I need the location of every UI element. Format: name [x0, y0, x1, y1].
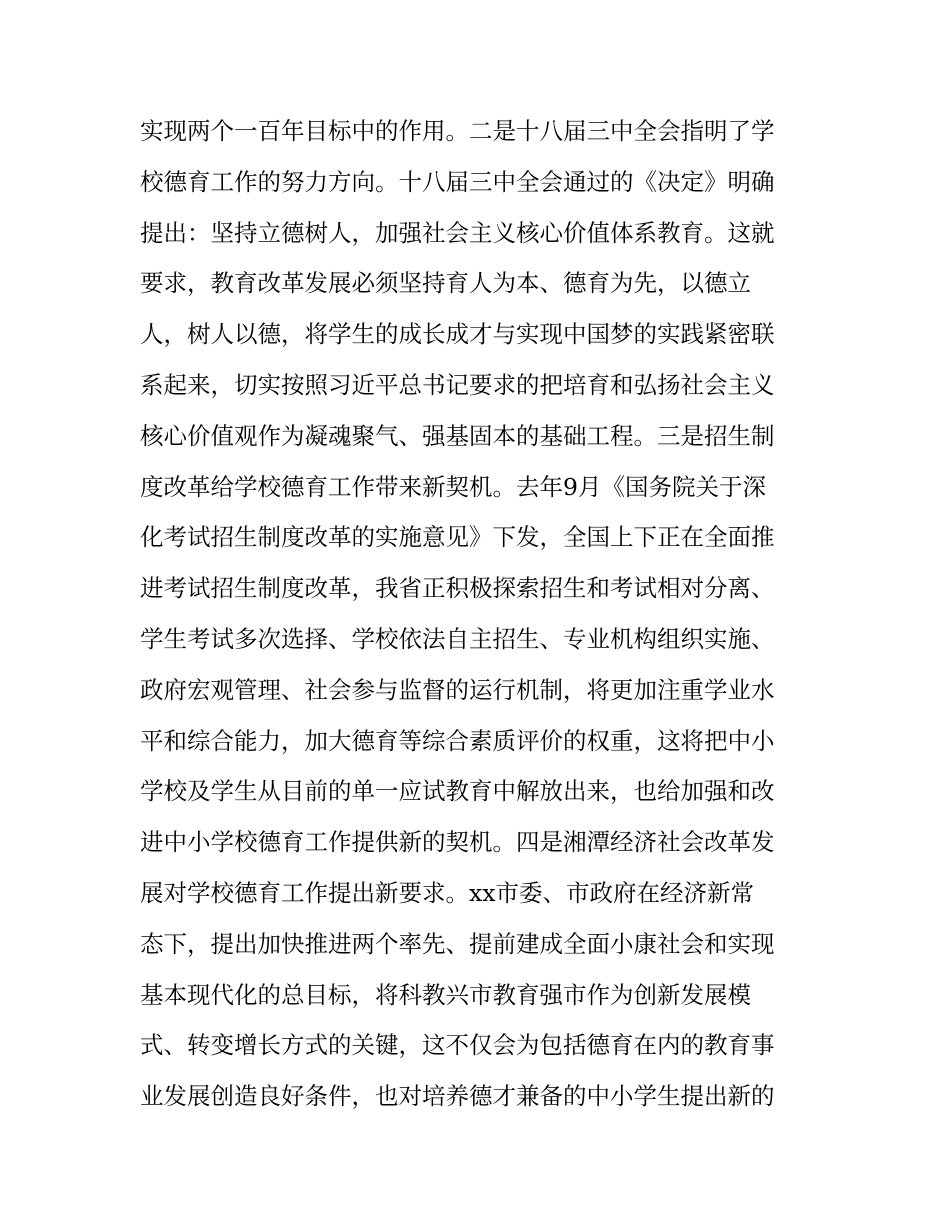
text-line-4: 要求，教育改革发展必须坚持育人为本、德育为先，以德立 [140, 269, 751, 298]
text-line-1: 实现两个一百年目标中的作用。二是十八届三中全会指明了学 [140, 117, 775, 145]
text-line-12: 政府宏观管理、社会参与监督的运行机制，将更加注重学业水 [140, 675, 775, 704]
text-line-2: 校德育工作的努力方向。十八届三中全会通过的《决定》明确 [140, 167, 775, 196]
body-text [140, 106, 820, 1122]
text-line-15: 进中小学校德育工作提供新的契机。四是湘潭经济社会改革发 [140, 828, 775, 857]
text-line-17: 态下，提出加快推进两个率先、提前建成全面小康社会和实现 [140, 929, 775, 958]
text-line-8: 度改革给学校德育工作带来新契机。去年9月《国务院关于深 [140, 472, 766, 501]
text-line-5: 人，树人以德，将学生的成长成才与实现中国梦的实践紧密联 [140, 320, 775, 349]
text-line-3: 提出：坚持立德树人，加强社会主义核心价值体系教育。这就 [140, 218, 775, 247]
text-line-10: 进考试招生制度改革，我省正积极探索招生和考试相对分离、 [140, 574, 775, 603]
text-line-13: 平和综合能力，加大德育等综合素质评价的权重，这将把中小 [140, 726, 775, 755]
text-line-6: 系起来，切实按照习近平总书记要求的把培育和弘扬社会主义 [140, 370, 775, 399]
text-line-16: 展对学校德育工作提出新要求。xx市委、市政府在经济新常 [140, 878, 755, 907]
text-line-14: 学校及学生从目前的单一应试教育中解放出来，也给加强和改 [140, 777, 775, 806]
text-line-7: 核心价值观作为凝魂聚气、强基固本的基础工程。三是招生制 [140, 421, 775, 450]
text-line-11: 学生考试多次选择、学校依法自主招生、专业机构组织实施、 [140, 624, 775, 653]
text-line-9: 化考试招生制度改革的实施意见》下发，全国上下正在全面推 [140, 523, 775, 552]
text-line-18: 基本现代化的总目标，将科教兴市教育强市作为创新发展模 [140, 980, 751, 1009]
text-line-20: 业发展创造良好条件，也对培养德才兼备的中小学生提出新的 [140, 1082, 775, 1111]
text-line-19: 式、转变增长方式的关键，这不仅会为包括德育在内的教育事 [140, 1031, 775, 1060]
